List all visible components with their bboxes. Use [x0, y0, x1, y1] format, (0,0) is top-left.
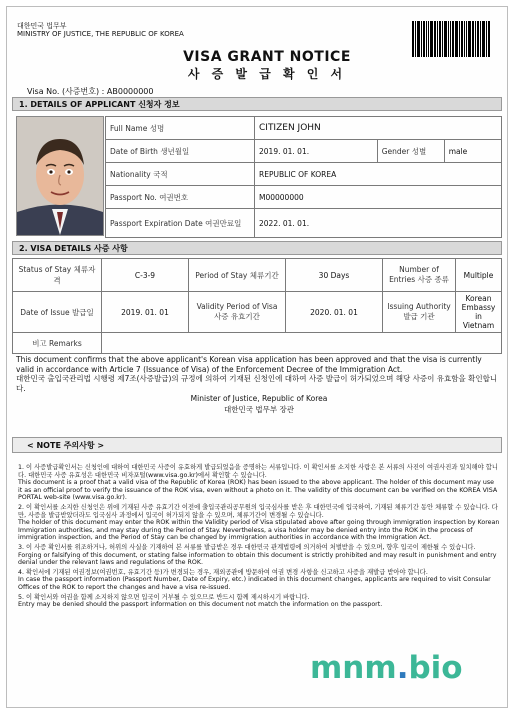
value-issuing-authority: Korean Embassy in Vietnam — [456, 292, 502, 333]
section-applicant-header: 1. DETAILS OF APPLICANT 신청자 정보 — [12, 97, 502, 111]
value-entries: Multiple — [456, 259, 502, 292]
value-gender: male — [444, 140, 501, 163]
note-kr: 3. 이 사증 확인서를 위조하거나, 허위의 사실을 기재하여 본 서류를 발급받은 경우 대한민국 관계법령에 의거하여 처벌받을 수 있으며, 향후 입국이 제한될 수 있습니다. — [18, 543, 476, 551]
note-en: The holder of this document may enter the ROK within the Validity period of Visa stipulated above after going through immigration inspection by Korean Immigration authorities, and may stay during the Period of Stay. Nevertheless, a visa holder may be denied entry into the ROK in the process of immigration inspection, and the Period of Stay can be changed by immigration authorities in accordance with the Immigration Act. — [18, 519, 500, 542]
title-en: VISA GRANT NOTICE — [183, 49, 351, 65]
visa-number: Visa No. (사증번호) : AB0000000 — [27, 87, 154, 96]
document-title — [167, 49, 367, 82]
value-nationality: REPUBLIC OF KOREA — [255, 163, 502, 186]
label-nationality: Nationality 국적 — [106, 163, 255, 186]
label-status-of-stay: Status of Stay 체류자격 — [13, 259, 102, 292]
watermark-logo — [310, 650, 463, 686]
applicant-photo — [16, 116, 104, 236]
note-item — [18, 504, 500, 542]
label-remarks: 비고 Remarks — [13, 333, 102, 354]
label-passport-expiry: Passport Expiration Date 여권만료일 — [106, 209, 255, 238]
row-nationality — [106, 163, 502, 186]
row-dob — [106, 140, 502, 163]
visa-row-1 — [13, 259, 502, 292]
value-date-of-issue: 2019. 01. 01 — [102, 292, 189, 333]
watermark-text-main: mnm — [310, 650, 397, 686]
notes-header: < NOTE 주의사항 > — [12, 437, 502, 453]
barcode — [412, 21, 507, 57]
label-dob: Date of Birth 생년월일 — [106, 140, 255, 163]
label-period-of-stay: Period of Stay 체류기간 — [189, 259, 286, 292]
ministry-header — [17, 22, 184, 38]
label-entries: Number of Entries 사증 종류 — [383, 259, 456, 292]
note-kr: 1. 이 사증발급확인서는 신청인에 대하여 대한민국 사증이 유효하게 발급되었음을 증명하는 서류입니다. 이 확인서를 소지한 사람은 본 서류의 사진이 여권사진과 일치해야 합니다. 대한민국 사증 유효성은 대한민국 비자포털(www.visa.go.kr)에서 확인할 수 있습니다. — [18, 464, 498, 479]
value-remarks — [102, 333, 502, 354]
confirmation-en: This document confirms that the above applicant's Korean visa application has been approved and that the visa is currently valid in accordance with Article 7 (Issuance of Visa) of the Enforcement Decree of the Immigration Act. — [16, 355, 482, 374]
row-passport-expiry — [106, 209, 502, 238]
label-date-of-issue: Date of Issue 발급일 — [13, 292, 102, 333]
ministry-kr: 대한민국 법무부 — [17, 22, 67, 30]
note-kr: 4. 확인서에 기재된 여권정보(여권번호, 유효기간 등)가 변경되는 경우, 재외공관에 방문하여 여권 변경 사항을 신고하고 사증을 재발급 받아야 합니다. — [18, 568, 428, 576]
label-passport-no: Passport No. 여권번호 — [106, 186, 255, 209]
value-passport-no: M00000000 — [255, 186, 502, 209]
signer-kr: 대한민국 법무부 장관 — [224, 404, 294, 414]
confirmation-statement — [16, 355, 502, 414]
signer-en: Minister of Justice, Republic of Korea — [190, 394, 328, 403]
visa-row-2 — [13, 292, 502, 333]
ministry-en: MINISTRY OF JUSTICE, THE REPUBLIC OF KOREA — [17, 30, 184, 38]
section-visa-header: 2. VISA DETAILS 사증 사항 — [12, 241, 502, 255]
applicant-table — [105, 116, 502, 238]
note-kr: 5. 이 확인서와 여권을 함께 소지하지 않으면 입국이 거부될 수 있으므로 반드시 함께 제시하시기 바랍니다. — [18, 593, 310, 601]
label-gender: Gender 성별 — [377, 140, 444, 163]
note-kr: 2. 이 확인서를 소지한 신청인은 위에 기재된 사증 유효기간 이전에 출입국관리공무원의 입국심사를 받은 후 대한민국에 입국하여, 기재된 체류기간 동안 체류할 수 있습니다. 다만, 사증을 발급받았더라도 입국심사 과정에서 입국이 허가되지 않을 수 있으며, 체류기간이 변경될 수 있습니다. — [18, 503, 498, 519]
note-item — [18, 544, 500, 567]
value-full-name: CITIZEN JOHN — [255, 117, 502, 140]
note-en: This document is a proof that a valid visa of the Republic of Korea (ROK) has been issued to the above applicant. The holder of this document may use it as an official proof to verify the issuance of the ROK visa, even without a photo on it. The validity of this document can be verified on the KOREA VISA PORTAL web-site (www.visa.go.kr). — [18, 479, 498, 502]
watermark-text-end: bio — [408, 650, 463, 686]
note-item — [18, 594, 500, 609]
note-en: In case the passport information (Passport Number, Date of Expiry, etc.) indicated in this document changes, applicants are required to visit Consular Offices of the ROK to report the changes and have a visa re-issued. — [18, 576, 491, 591]
value-validity: 2020. 01. 01 — [286, 292, 383, 333]
notes-list — [18, 464, 500, 611]
row-full-name — [106, 117, 502, 140]
visa-row-remarks — [13, 333, 502, 354]
title-kr: 사 증 발 급 확 인 서 — [187, 67, 347, 81]
watermark-dot: . — [396, 650, 409, 686]
value-dob: 2019. 01. 01. — [255, 140, 378, 163]
note-en: Entry may be denied should the passport information on this document not match the information on the passport. — [18, 601, 383, 609]
label-issuing-authority: Issuing Authority 발급 기관 — [383, 292, 456, 333]
row-passport-no — [106, 186, 502, 209]
note-item — [18, 569, 500, 592]
label-full-name: Full Name 성명 — [106, 117, 255, 140]
note-item — [18, 464, 500, 502]
confirmation-kr: 대한민국 출입국관리법 시행령 제7조(사증발급)의 규정에 의하여 기재된 신청인에 대하여 사증 발급이 허가되었으며 해당 사증이 유효함을 확인합니다. — [16, 374, 498, 393]
visa-details-table — [12, 258, 502, 354]
note-en: Forging or falsifying of this document, or stating false information to obtain this document is strictly prohibited and may result in punishment and entry denial under the relevant laws and regulations of the ROK. — [18, 551, 497, 567]
label-validity: Validity Period of Visa 사증 유효기간 — [189, 292, 286, 333]
value-period-of-stay: 30 Days — [286, 259, 383, 292]
value-passport-expiry: 2022. 01. 01. — [255, 209, 502, 238]
portrait-image — [17, 117, 103, 235]
value-status-of-stay: C-3-9 — [102, 259, 189, 292]
